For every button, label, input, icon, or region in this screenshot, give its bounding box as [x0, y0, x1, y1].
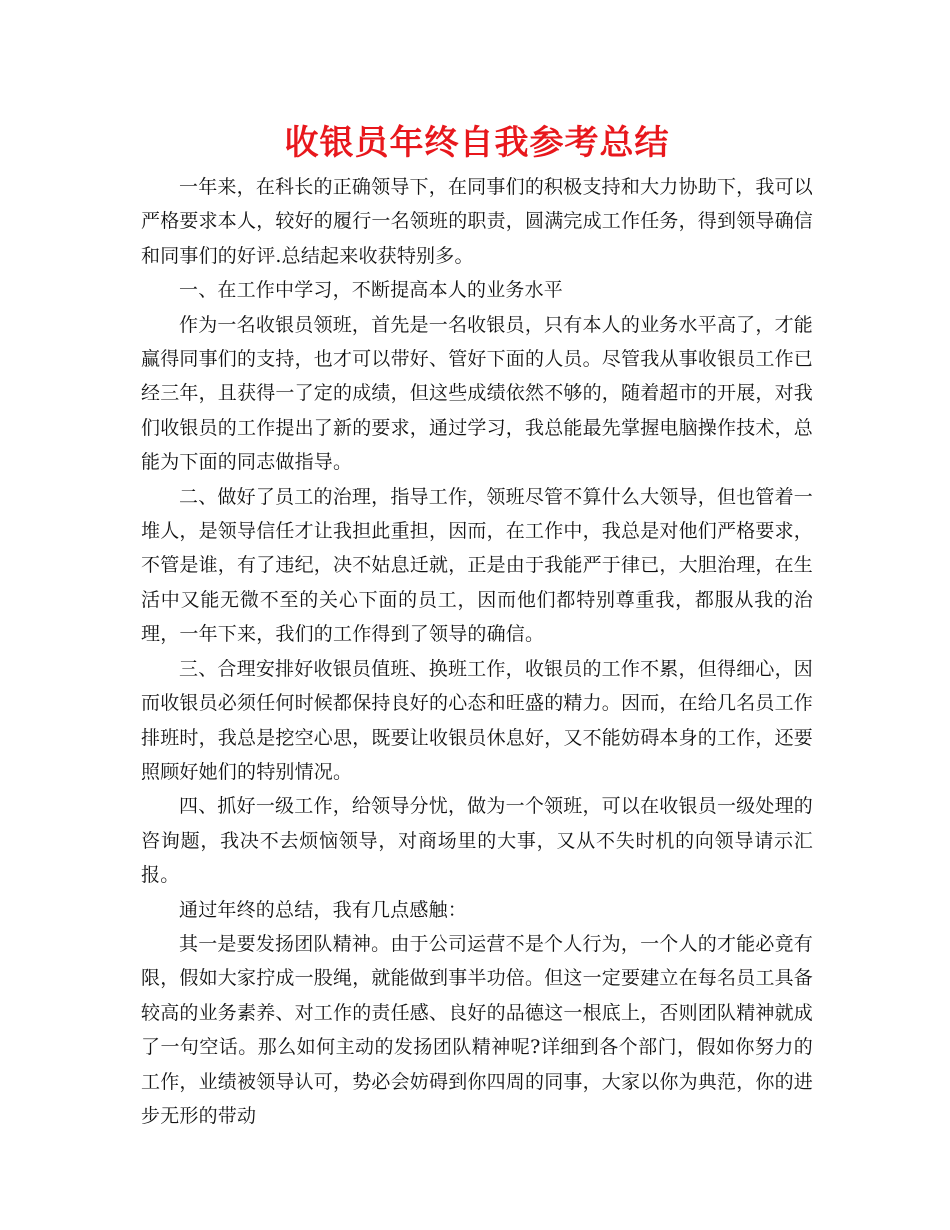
paragraph-team-spirit: 其一是要发扬团队精神。由于公司运营不是个人行为，一个人的才能必竟有限，假如大家拧成一股绳，就能做到事半功倍。但这一定要建立在每名员工具备较高的业务素养、对工作的责任感、良好的品德这一根底上，否则团队精神就成了一句空话。那么如何主动的发扬团队精神呢?详细到各个部门，假如你努力的工作，业绩被领导认可，势必会妨碍到你四周的同事，大家以你为典范，你的进步无形的带动 — [141, 932, 814, 1127]
document-title: 收银员年终自我参考总结 — [284, 123, 670, 163]
paragraph-summary-lead: 通过年终的总结，我有几点感触： — [179, 898, 468, 921]
paragraph-heading-1: 一、在工作中学习，不断提高本人的业务水平 — [179, 279, 564, 302]
document-page — [141, 118, 813, 1133]
paragraph-body-3: 三、合理安排好收银员值班、换班工作，收银员的工作不累，但得细心，因而收银员必须任何时候都保持良好的心态和旺盛的精力。因而，在给几名员工作排班时，我总是挖空心思，既要让收银员休息好，又不能妨碍本身的工作，还要照顾好她们的特别情况。 — [141, 657, 814, 783]
paragraph-body-2: 二、做好了员工的治理，指导工作，领班尽管不算什么大领导，但也管着一堆人，是领导信任才让我担此重担，因而，在工作中，我总是对他们严格要求，不管是谁，有了违纪，决不姑息迁就，正是由于我能严于律已，大胆治理，在生活中又能无微不至的关心下面的员工，因而他们都特别尊重我，都服从我的治理，一年下来，我们的工作得到了领导的确信。 — [141, 485, 814, 646]
paragraph-intro: 一年来，在科长的正确领导下，在同事们的积极支持和大力协助下，我可以严格要求本人，较好的履行一名领班的职责，圆满完成工作任务，得到领导确信和同事们的好评.总结起来收获特别多。 — [141, 176, 814, 267]
paragraph-body-1: 作为一名收银员领班，首先是一名收银员，只有本人的业务水平高了，才能赢得同事们的支持，也才可以带好、管好下面的人员。尽管我从事收银员工作已经三年，且获得一了定的成绩，但这些成绩依然不够的，随着超市的开展，对我们收银员的工作提出了新的要求，通过学习，我总能最先掌握电脑操作技术，总能为下面的同志做指导。 — [141, 313, 814, 474]
paragraph-body-4: 四、抓好一级工作，给领导分忧，做为一个领班，可以在收银员一级处理的咨询题，我决不去烦恼领导，对商场里的大事，又从不失时机的向领导请示汇报。 — [141, 795, 813, 887]
